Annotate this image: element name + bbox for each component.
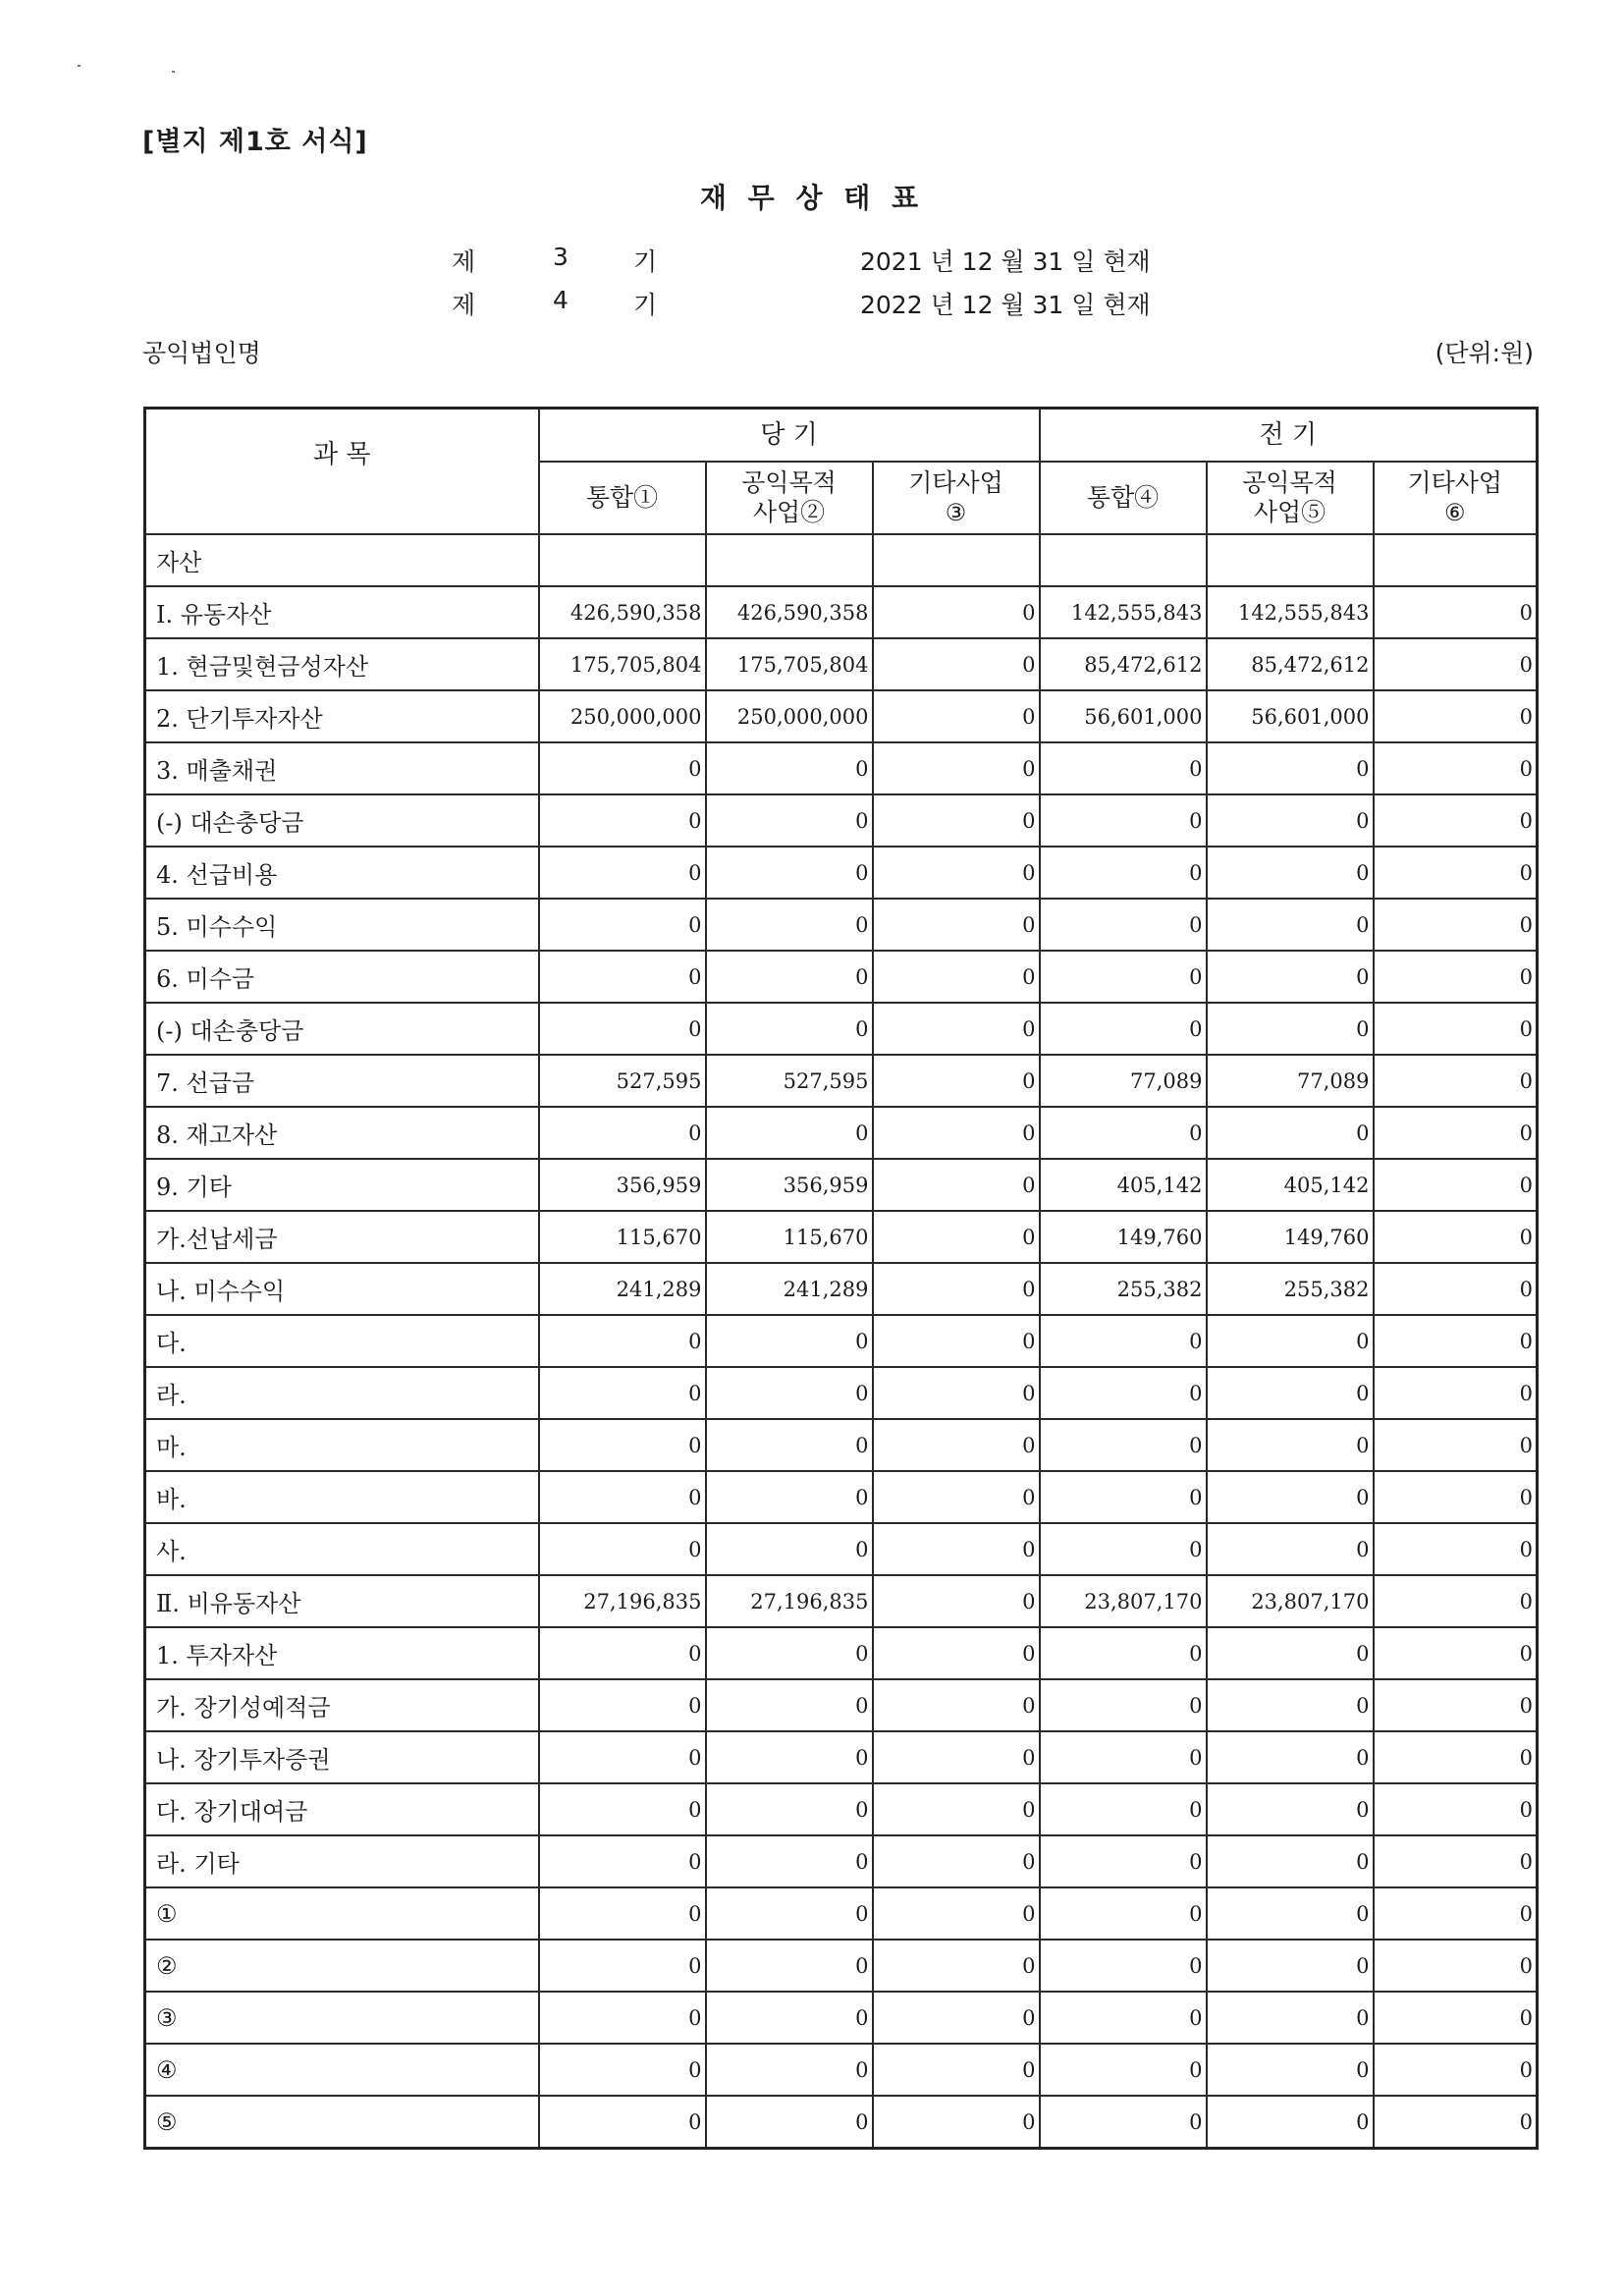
amount-cell: 0: [1207, 1003, 1374, 1055]
amount-cell: 0: [873, 690, 1040, 742]
amount-cell: 175,705,804: [706, 638, 873, 690]
amount-cell: 255,382: [1040, 1263, 1207, 1315]
amount-cell: 23,807,170: [1207, 1575, 1374, 1627]
amount-cell: 0: [539, 2044, 706, 2096]
amount-cell: 85,472,612: [1040, 638, 1207, 690]
amount-cell: 426,590,358: [706, 586, 873, 638]
row-label: 8. 재고자산: [145, 1107, 539, 1159]
period-date: 2021 년 12 월 31 일 현재: [860, 247, 1151, 276]
amount-cell: 0: [1040, 847, 1207, 899]
amount-cell: [706, 534, 873, 586]
amount-cell: 405,142: [1040, 1159, 1207, 1211]
row-label: 바.: [145, 1471, 539, 1523]
amount-cell: 0: [873, 2044, 1040, 2096]
amount-cell: 0: [873, 1107, 1040, 1159]
table-row: [145, 1523, 1538, 1575]
amount-cell: 250,000,000: [539, 690, 706, 742]
row-label: 4. 선급비용: [145, 847, 539, 899]
amount-cell: 0: [873, 1419, 1040, 1471]
amount-cell: 0: [539, 1731, 706, 1783]
amount-cell: 23,807,170: [1040, 1575, 1207, 1627]
row-label: 자산: [145, 534, 539, 586]
amount-cell: 255,382: [1207, 1263, 1374, 1315]
table-row: [145, 1003, 1538, 1055]
amount-cell: 0: [873, 1263, 1040, 1315]
amount-cell: 0: [1040, 1783, 1207, 1835]
amount-cell: 0: [539, 847, 706, 899]
table-row: [145, 2044, 1538, 2096]
table-row: [145, 1315, 1538, 1367]
amount-cell: 0: [706, 1679, 873, 1731]
amount-cell: 0: [1374, 1575, 1538, 1627]
amount-cell: 0: [873, 1731, 1040, 1783]
table-row: [145, 534, 1538, 586]
amount-cell: 0: [1040, 1679, 1207, 1731]
amount-cell: 0: [873, 742, 1040, 794]
amount-cell: 0: [1374, 1055, 1538, 1107]
amount-cell: 0: [1040, 1992, 1207, 2044]
amount-cell: 27,196,835: [539, 1575, 706, 1627]
header-col: 통합④: [1040, 462, 1207, 534]
amount-cell: [1374, 534, 1538, 586]
amount-cell: [873, 534, 1040, 586]
amount-cell: 0: [539, 1523, 706, 1575]
amount-cell: 0: [1040, 2096, 1207, 2149]
amount-cell: 0: [1040, 1523, 1207, 1575]
amount-cell: 241,289: [706, 1263, 873, 1315]
period-gi: 기: [633, 247, 658, 276]
amount-cell: 356,959: [706, 1159, 873, 1211]
row-label: 나. 미수수익: [145, 1263, 539, 1315]
row-label: 9. 기타: [145, 1159, 539, 1211]
row-label: 7. 선급금: [145, 1055, 539, 1107]
amount-cell: 0: [1374, 586, 1538, 638]
amount-cell: 0: [873, 586, 1040, 638]
table-row: [145, 899, 1538, 951]
table-row: [145, 690, 1538, 742]
amount-cell: 0: [873, 951, 1040, 1003]
amount-cell: 0: [1374, 1471, 1538, 1523]
row-label: 6. 미수금: [145, 951, 539, 1003]
amount-cell: 0: [706, 1731, 873, 1783]
amount-cell: 0: [873, 638, 1040, 690]
header-col: 기타사업 ③: [873, 462, 1040, 534]
amount-cell: 0: [1207, 1679, 1374, 1731]
row-label: 라. 기타: [145, 1835, 539, 1887]
amount-cell: 0: [1374, 1887, 1538, 1940]
amount-cell: 0: [539, 1835, 706, 1887]
amount-cell: 0: [1374, 1263, 1538, 1315]
amount-cell: 0: [706, 951, 873, 1003]
amount-cell: 0: [706, 1940, 873, 1992]
amount-cell: 527,595: [706, 1055, 873, 1107]
row-label: 가. 장기성예적금: [145, 1679, 539, 1731]
table-row: [145, 1679, 1538, 1731]
amount-cell: 0: [706, 1003, 873, 1055]
amount-cell: 0: [1374, 1159, 1538, 1211]
amount-cell: 115,670: [539, 1211, 706, 1263]
table-row: [145, 742, 1538, 794]
amount-cell: 0: [706, 2096, 873, 2149]
table-row: [145, 1575, 1538, 1627]
amount-cell: 0: [1207, 1367, 1374, 1419]
amount-cell: 0: [1374, 1523, 1538, 1575]
amount-cell: 0: [1374, 1107, 1538, 1159]
amount-cell: 0: [873, 1992, 1040, 2044]
amount-cell: 0: [1040, 1940, 1207, 1992]
amount-cell: 0: [873, 1003, 1040, 1055]
scan-speck: [172, 71, 175, 73]
amount-cell: 0: [1374, 899, 1538, 951]
amount-cell: 0: [873, 794, 1040, 847]
amount-cell: 0: [873, 1887, 1040, 1940]
table-row: [145, 1211, 1538, 1263]
unit-label: (단위:원): [1435, 339, 1534, 367]
amount-cell: 0: [1374, 1003, 1538, 1055]
amount-cell: 0: [1374, 847, 1538, 899]
amount-cell: 0: [1374, 1731, 1538, 1783]
amount-cell: 0: [539, 794, 706, 847]
amount-cell: 0: [539, 1107, 706, 1159]
amount-cell: [1207, 534, 1374, 586]
row-label: ④: [145, 2044, 539, 2096]
amount-cell: 0: [873, 1575, 1040, 1627]
amount-cell: 0: [539, 742, 706, 794]
amount-cell: 0: [1374, 742, 1538, 794]
amount-cell: 0: [1207, 1315, 1374, 1367]
table-row: [145, 951, 1538, 1003]
org-name-label: 공익법인명: [142, 339, 261, 367]
amount-cell: 0: [539, 1783, 706, 1835]
period-num: 3: [553, 243, 568, 271]
amount-cell: 0: [1207, 1835, 1374, 1887]
amount-cell: 0: [873, 1367, 1040, 1419]
table-row: [145, 1940, 1538, 1992]
row-label: ②: [145, 1940, 539, 1992]
amount-cell: 85,472,612: [1207, 638, 1374, 690]
amount-cell: 0: [873, 1315, 1040, 1367]
table-row: [145, 1992, 1538, 2044]
amount-cell: 0: [706, 847, 873, 899]
row-label: 1. 현금및현금성자산: [145, 638, 539, 690]
amount-cell: 0: [1040, 794, 1207, 847]
row-label: ①: [145, 1887, 539, 1940]
amount-cell: 0: [1207, 1783, 1374, 1835]
amount-cell: 0: [1207, 1992, 1374, 2044]
amount-cell: 0: [1040, 1367, 1207, 1419]
period-num: 4: [553, 286, 568, 314]
table-row: [145, 1887, 1538, 1940]
amount-cell: 0: [1040, 1835, 1207, 1887]
table-row: [145, 586, 1538, 638]
amount-cell: 0: [539, 1627, 706, 1679]
row-label: 나. 장기투자증권: [145, 1731, 539, 1783]
amount-cell: 0: [1040, 1731, 1207, 1783]
amount-cell: 0: [706, 1367, 873, 1419]
amount-cell: 0: [873, 1627, 1040, 1679]
amount-cell: 0: [873, 1055, 1040, 1107]
header-col: 기타사업 ⑥: [1374, 462, 1538, 534]
row-label: 3. 매출채권: [145, 742, 539, 794]
amount-cell: 0: [873, 1940, 1040, 1992]
amount-cell: 0: [1207, 1419, 1374, 1471]
amount-cell: 0: [539, 1887, 706, 1940]
amount-cell: 0: [1207, 1471, 1374, 1523]
amount-cell: 0: [873, 847, 1040, 899]
period-je: 제: [452, 247, 476, 276]
amount-cell: 250,000,000: [706, 690, 873, 742]
row-label: 사.: [145, 1523, 539, 1575]
amount-cell: 0: [1374, 1783, 1538, 1835]
amount-cell: 0: [706, 899, 873, 951]
period-date: 2022 년 12 월 31 일 현재: [860, 291, 1151, 319]
amount-cell: 0: [706, 2044, 873, 2096]
amount-cell: 0: [539, 1003, 706, 1055]
amount-cell: 0: [1040, 1887, 1207, 1940]
table-row: [145, 847, 1538, 899]
amount-cell: 0: [539, 1419, 706, 1471]
amount-cell: 0: [706, 1992, 873, 2044]
amount-cell: 56,601,000: [1207, 690, 1374, 742]
header-subject: 과 목: [145, 409, 539, 535]
amount-cell: 0: [539, 1471, 706, 1523]
amount-cell: 0: [873, 1471, 1040, 1523]
amount-cell: 0: [1374, 1211, 1538, 1263]
amount-cell: 0: [873, 899, 1040, 951]
row-label: 가.선납세금: [145, 1211, 539, 1263]
amount-cell: 175,705,804: [539, 638, 706, 690]
amount-cell: 0: [1374, 1992, 1538, 2044]
amount-cell: 426,590,358: [539, 586, 706, 638]
amount-cell: 149,760: [1207, 1211, 1374, 1263]
amount-cell: 0: [1207, 1523, 1374, 1575]
amount-cell: 405,142: [1207, 1159, 1374, 1211]
amount-cell: 0: [1374, 1315, 1538, 1367]
amount-cell: 0: [1040, 1107, 1207, 1159]
table-row: [145, 1783, 1538, 1835]
amount-cell: 27,196,835: [706, 1575, 873, 1627]
amount-cell: 0: [706, 1471, 873, 1523]
amount-cell: 0: [1207, 2096, 1374, 2149]
period-je: 제: [452, 291, 476, 319]
row-label: (-) 대손충당금: [145, 1003, 539, 1055]
amount-cell: 0: [1374, 690, 1538, 742]
row-label: 다.: [145, 1315, 539, 1367]
amount-cell: 0: [873, 1679, 1040, 1731]
amount-cell: 0: [539, 2096, 706, 2149]
amount-cell: 0: [1374, 1627, 1538, 1679]
amount-cell: 0: [706, 1419, 873, 1471]
amount-cell: 0: [539, 1367, 706, 1419]
row-label: 2. 단기투자자산: [145, 690, 539, 742]
amount-cell: 0: [1374, 1835, 1538, 1887]
amount-cell: 0: [873, 2096, 1040, 2149]
form-label: [별지 제1호 서식]: [142, 127, 368, 157]
amount-cell: 0: [1040, 951, 1207, 1003]
amount-cell: 0: [706, 1835, 873, 1887]
amount-cell: 0: [1374, 1367, 1538, 1419]
table-row: [145, 794, 1538, 847]
amount-cell: 0: [1374, 794, 1538, 847]
amount-cell: 0: [1374, 1679, 1538, 1731]
header-col: 공익목적 사업⑤: [1207, 462, 1374, 534]
amount-cell: 142,555,843: [1207, 586, 1374, 638]
amount-cell: 0: [873, 1211, 1040, 1263]
row-label: (-) 대손충당금: [145, 794, 539, 847]
table-row: [145, 638, 1538, 690]
amount-cell: 0: [1207, 2044, 1374, 2096]
document-title: 재 무 상 태 표: [699, 182, 925, 214]
amount-cell: 0: [1207, 1731, 1374, 1783]
amount-cell: 356,959: [539, 1159, 706, 1211]
amount-cell: 527,595: [539, 1055, 706, 1107]
row-label: ③: [145, 1992, 539, 2044]
period-gi: 기: [633, 291, 658, 319]
amount-cell: [1040, 534, 1207, 586]
amount-cell: 0: [1040, 2044, 1207, 2096]
amount-cell: 0: [539, 951, 706, 1003]
amount-cell: 0: [1040, 1003, 1207, 1055]
amount-cell: 0: [706, 742, 873, 794]
amount-cell: 0: [1040, 1315, 1207, 1367]
amount-cell: 0: [1374, 951, 1538, 1003]
amount-cell: 0: [873, 1523, 1040, 1575]
amount-cell: 0: [1207, 899, 1374, 951]
table-row: [145, 1835, 1538, 1887]
row-label: 마.: [145, 1419, 539, 1471]
header-current-period: 당 기: [539, 409, 1040, 463]
table-row: [145, 1159, 1538, 1211]
table-row: [145, 2096, 1538, 2149]
amount-cell: 0: [1207, 1940, 1374, 1992]
row-label: Ⅱ. 비유동자산: [145, 1575, 539, 1627]
amount-cell: 0: [1040, 742, 1207, 794]
amount-cell: 0: [1207, 1627, 1374, 1679]
amount-cell: 0: [1207, 742, 1374, 794]
amount-cell: 0: [706, 794, 873, 847]
row-label: 라.: [145, 1367, 539, 1419]
table-row: [145, 1419, 1538, 1471]
amount-cell: 0: [873, 1159, 1040, 1211]
table-row: [145, 1055, 1538, 1107]
table-row: [145, 1731, 1538, 1783]
header-row-1: [145, 409, 1538, 463]
balance-sheet-table: [143, 407, 1539, 2150]
amount-cell: 0: [706, 1783, 873, 1835]
amount-cell: 0: [539, 1679, 706, 1731]
amount-cell: 56,601,000: [1040, 690, 1207, 742]
amount-cell: 0: [539, 899, 706, 951]
amount-cell: 0: [706, 1107, 873, 1159]
amount-cell: 142,555,843: [1040, 586, 1207, 638]
amount-cell: 0: [1374, 638, 1538, 690]
amount-cell: 0: [1207, 847, 1374, 899]
amount-cell: 0: [1374, 2044, 1538, 2096]
row-label: 다. 장기대여금: [145, 1783, 539, 1835]
amount-cell: 0: [1040, 899, 1207, 951]
amount-cell: 0: [1207, 1887, 1374, 1940]
scan-speck: [78, 65, 81, 67]
header-col: 공익목적 사업②: [706, 462, 873, 534]
amount-cell: 0: [873, 1835, 1040, 1887]
amount-cell: 0: [1374, 2096, 1538, 2149]
table-row: [145, 1471, 1538, 1523]
amount-cell: 149,760: [1040, 1211, 1207, 1263]
table-row: [145, 1367, 1538, 1419]
table-row: [145, 1263, 1538, 1315]
row-label: Ⅰ. 유동자산: [145, 586, 539, 638]
amount-cell: 0: [706, 1627, 873, 1679]
amount-cell: 0: [706, 1523, 873, 1575]
amount-cell: 0: [706, 1887, 873, 1940]
amount-cell: 0: [1040, 1419, 1207, 1471]
amount-cell: 0: [539, 1940, 706, 1992]
amount-cell: 0: [1207, 794, 1374, 847]
row-label: ⑤: [145, 2096, 539, 2149]
amount-cell: 0: [1040, 1471, 1207, 1523]
amount-cell: 115,670: [706, 1211, 873, 1263]
amount-cell: 0: [539, 1315, 706, 1367]
row-label: 1. 투자자산: [145, 1627, 539, 1679]
amount-cell: 77,089: [1207, 1055, 1374, 1107]
table-row: [145, 1627, 1538, 1679]
amount-cell: 0: [1040, 1627, 1207, 1679]
header-previous-period: 전 기: [1040, 409, 1538, 463]
amount-cell: 0: [539, 1992, 706, 2044]
amount-cell: 0: [1207, 951, 1374, 1003]
amount-cell: 0: [1374, 1940, 1538, 1992]
amount-cell: 0: [706, 1315, 873, 1367]
amount-cell: 241,289: [539, 1263, 706, 1315]
amount-cell: 0: [873, 1783, 1040, 1835]
amount-cell: 0: [1374, 1419, 1538, 1471]
amount-cell: [539, 534, 706, 586]
table-row: [145, 1107, 1538, 1159]
amount-cell: 77,089: [1040, 1055, 1207, 1107]
amount-cell: 0: [1207, 1107, 1374, 1159]
row-label: 5. 미수수익: [145, 899, 539, 951]
header-col: 통합①: [539, 462, 706, 534]
